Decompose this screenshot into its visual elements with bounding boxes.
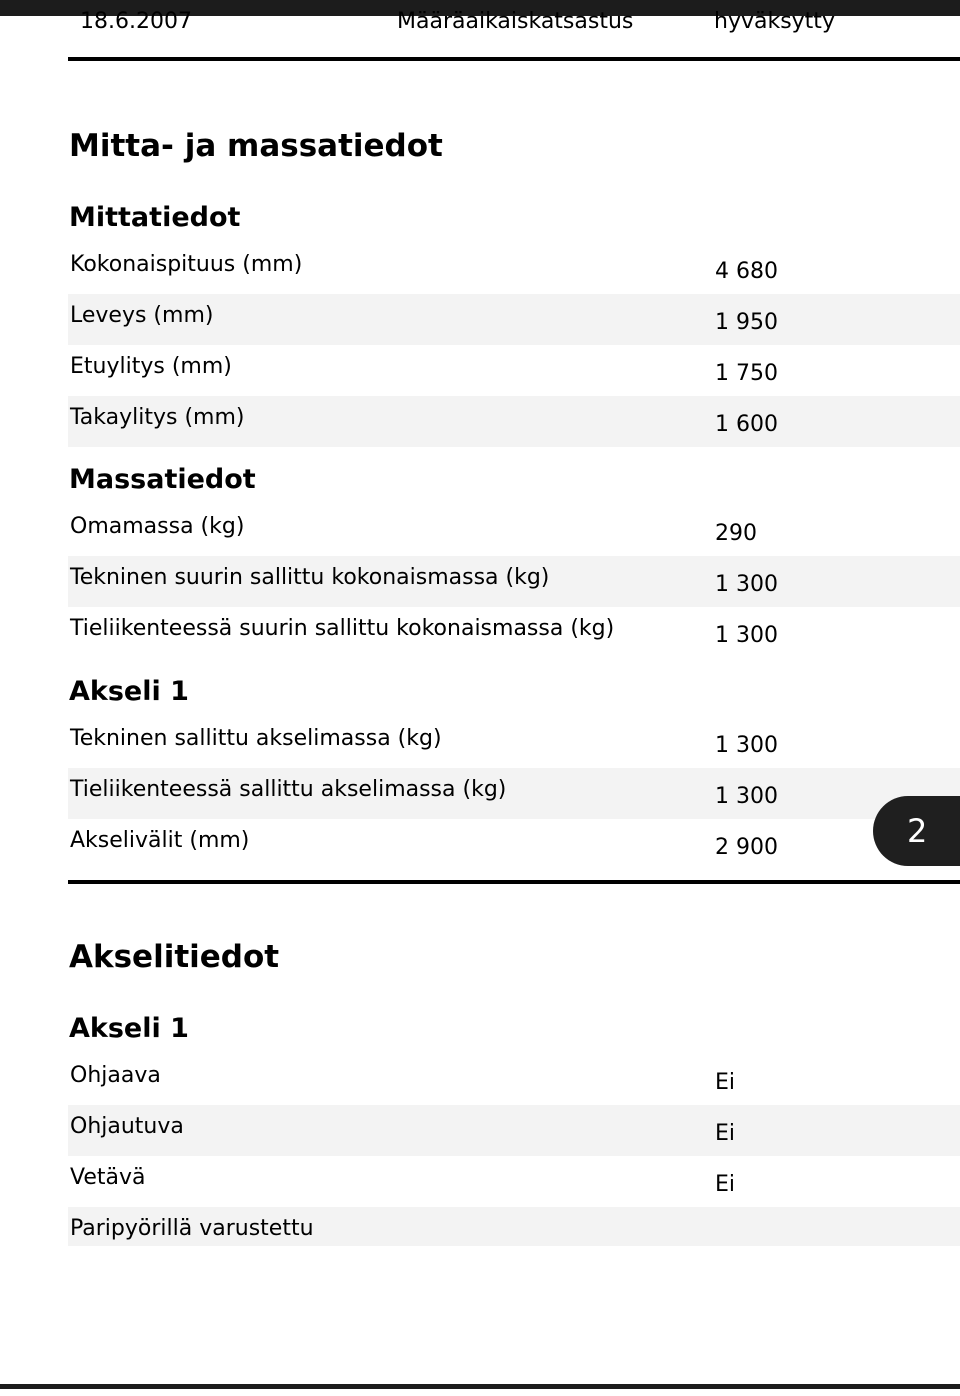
row-label: Paripyörillä varustettu (70, 1216, 314, 1241)
table-row (68, 1105, 960, 1156)
row-label: Omamassa (kg) (70, 514, 245, 539)
row-label: Tekninen suurin sallittu kokonaismassa (kg) (70, 565, 550, 590)
inspection-type: Määräaikaiskatsastus (397, 9, 634, 34)
row-value: 1 950 (715, 310, 778, 335)
row-value: 1 600 (715, 412, 778, 437)
row-label: Tekninen sallittu akselimassa (kg) (70, 726, 442, 751)
subheading-massatiedot: Massatiedot (69, 464, 256, 495)
row-label: Tieliikenteessä sallittu akselimassa (kg) (70, 777, 507, 802)
row-label: Ohjaava (70, 1063, 161, 1088)
row-label: Vetävä (70, 1165, 146, 1190)
row-value: Ei (715, 1070, 736, 1095)
row-value: 2 900 (715, 835, 778, 860)
section-divider (68, 880, 960, 884)
inspection-result: hyväksytty (714, 9, 835, 34)
table-row (68, 1054, 960, 1105)
table-row (68, 717, 960, 768)
row-value: 1 300 (715, 572, 778, 597)
table-row (68, 505, 960, 556)
table-row (68, 819, 960, 870)
row-label: Takaylitys (mm) (70, 405, 245, 430)
table-row (68, 396, 960, 447)
table-row (68, 1207, 960, 1246)
row-value: Ei (715, 1172, 736, 1197)
subheading-akseli-1: Akseli 1 (69, 676, 189, 707)
section-divider (68, 57, 960, 61)
table-row (68, 345, 960, 396)
table-row (68, 556, 960, 607)
row-value: 1 300 (715, 733, 778, 758)
row-value: 1 300 (715, 784, 778, 809)
row-value: 4 680 (715, 259, 778, 284)
bottom-divider (0, 1384, 960, 1389)
table-row (68, 607, 960, 658)
table-row (68, 1156, 960, 1207)
row-label: Kokonaispituus (mm) (70, 252, 303, 277)
row-value: 1 300 (715, 623, 778, 648)
table-row (68, 768, 960, 819)
row-value: Ei (715, 1121, 736, 1146)
row-label: Leveys (mm) (70, 303, 214, 328)
row-label: Etuylitys (mm) (70, 354, 232, 379)
inspection-date: 18.6.2007 (80, 9, 192, 34)
row-label: Ohjautuva (70, 1114, 184, 1139)
page-number-badge[interactable]: 2 (873, 796, 960, 866)
row-label: Akselivälit (mm) (70, 828, 250, 853)
row-label: Tieliikenteessä suurin sallittu kokonaismassa (kg) (70, 616, 615, 641)
table-row (68, 294, 960, 345)
table-row (68, 243, 960, 294)
subheading-akseli-1: Akseli 1 (69, 1013, 189, 1044)
section-title-axles: Akselitiedot (69, 939, 280, 975)
inspection-history-row (0, 0, 960, 40)
row-value: 1 750 (715, 361, 778, 386)
row-value: 290 (715, 521, 757, 546)
subheading-mittatiedot: Mittatiedot (69, 202, 241, 233)
section-title-dimensions: Mitta- ja massatiedot (69, 128, 443, 164)
